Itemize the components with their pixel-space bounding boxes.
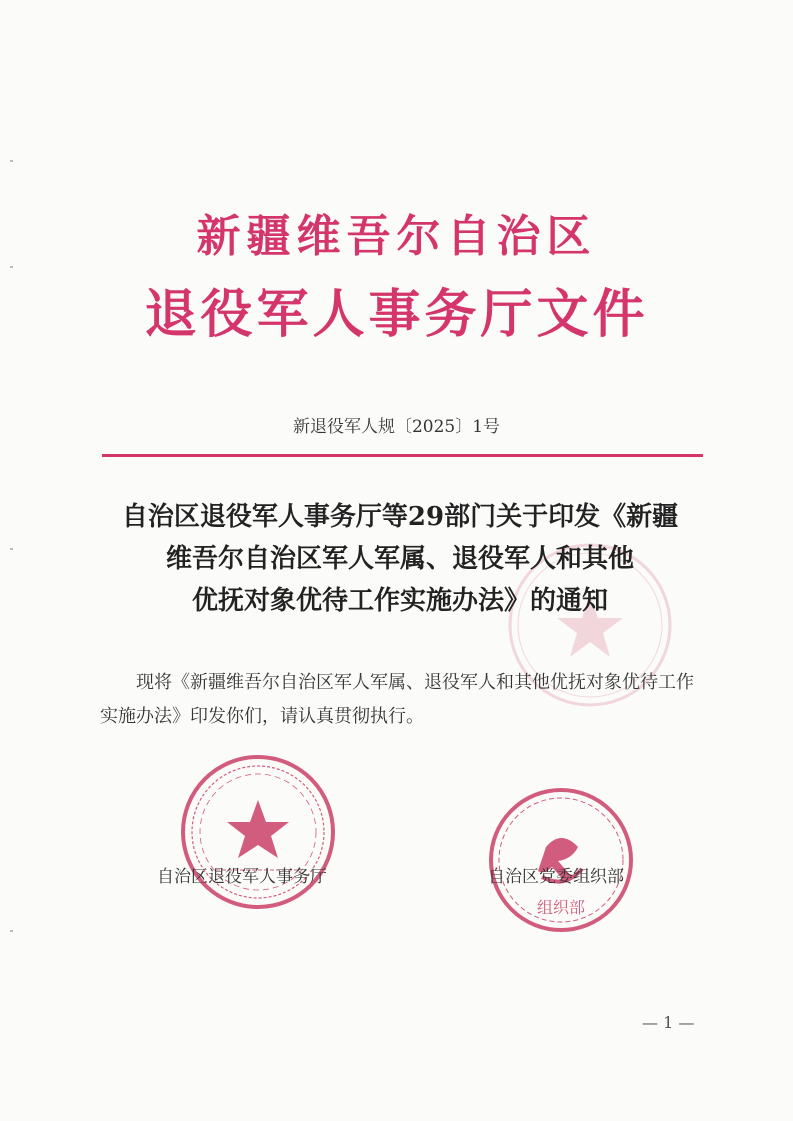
document-number: 新退役军人规〔2025〕1号 <box>292 417 501 437</box>
star-seal-icon <box>178 752 338 912</box>
title-line: 优抚对象优待工作实施办法》的通知 <box>191 586 608 616</box>
title-line: 自治区退役军人事务厅等29部门关于印发《新疆 <box>121 502 679 532</box>
page-number: — 1 — <box>642 1013 695 1032</box>
scan-edge-mark <box>10 930 13 932</box>
scan-edge-mark <box>10 548 13 550</box>
masthead-line-2: 退役军人事务厅文件 <box>144 284 649 345</box>
red-divider-line <box>102 454 703 457</box>
party-emblem-seal-icon <box>486 785 636 935</box>
signer-organization-dept: 自治区党委组织部 <box>488 867 624 887</box>
document-title <box>100 496 700 622</box>
scan-edge-mark <box>10 266 13 268</box>
seal-caption: 组织部 <box>536 898 586 917</box>
scan-edge-mark <box>10 160 13 162</box>
masthead-line-1: 新疆维吾尔自治区 <box>196 211 597 262</box>
signer-veterans-affairs: 自治区退役军人事务厅 <box>157 867 327 887</box>
body-paragraph: 现将《新疆维吾尔自治区军人军属、退役军人和其他优抚对象优待工作实施办法》印发你们，请认真贯彻执行。 <box>100 672 694 727</box>
title-line: 维吾尔自治区军人军属、退役军人和其他 <box>165 544 634 574</box>
